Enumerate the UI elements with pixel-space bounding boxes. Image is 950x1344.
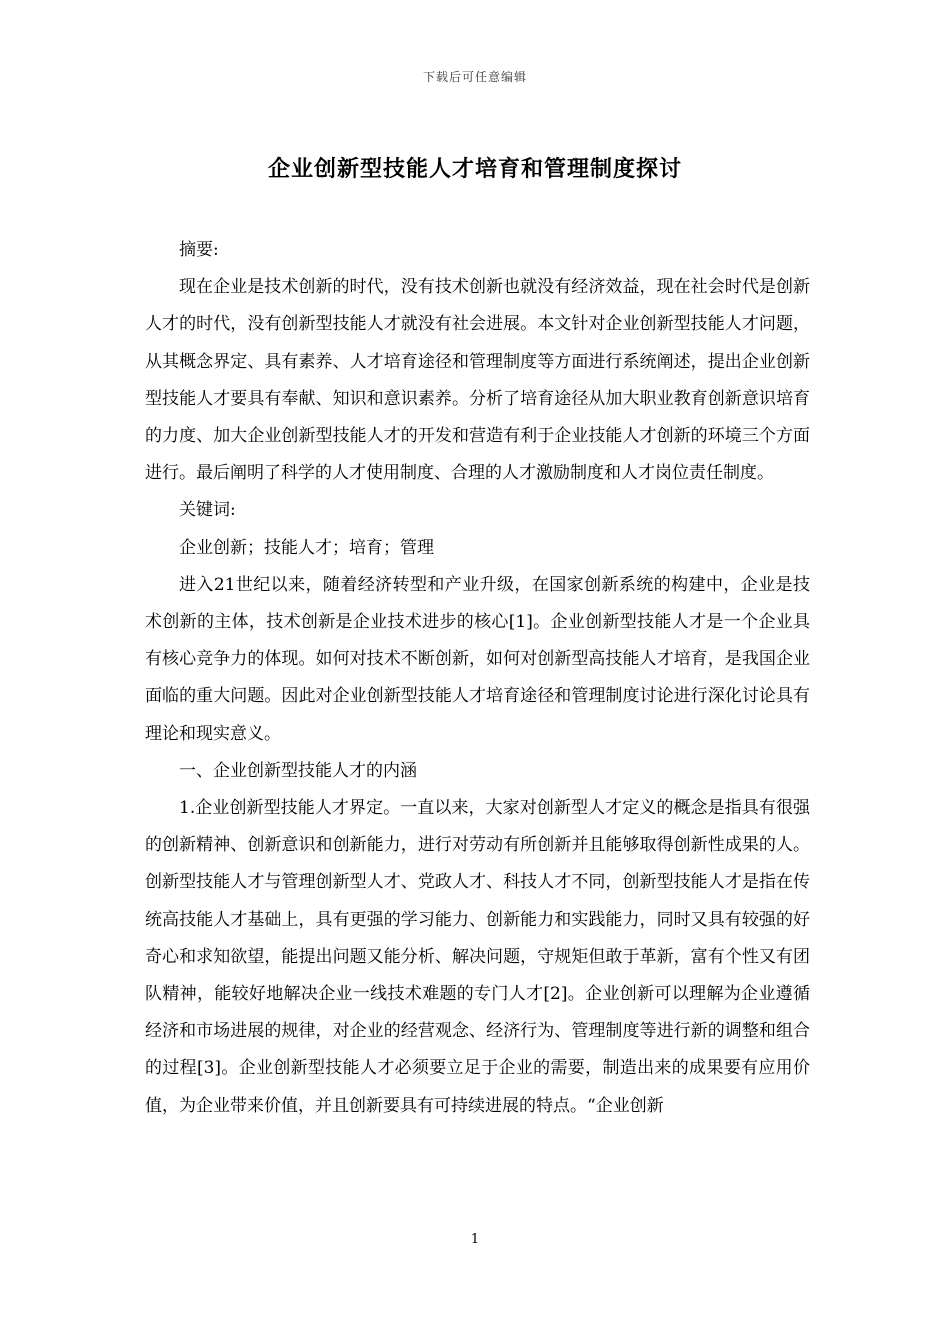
document-body [145, 232, 810, 1125]
section-heading: 一、企业创新型技能人才的内涵 [179, 760, 417, 781]
page-number: 1 [470, 1232, 480, 1247]
abstract-text: 现在企业是技术创新的时代，没有技术创新也就没有经济效益，现在社会时代是创新人才的时代，没有创新型技能人才就没有社会进展。本文针对企业创新型技能人才问题，从其概念界定、具有素养、人才培育途径和管理制度等方面进行系统阐述，提出企业创新型技能人才要具有奉献、知识和意识素养。分析了培育途径从加大职业教育创新意识培育的力度、加大企业创新型技能人才的开发和营造有利于企业技能人才创新的环境三个方面进行。最后阐明了科学的人才使用制度、合理的人才激励制度和人才岗位责任制度。 [145, 277, 810, 484]
abstract-label: 摘要: [179, 240, 219, 260]
keywords-label: 关键词: [179, 500, 236, 521]
keywords-text: 企业创新；技能人才；培育；管理 [179, 537, 434, 558]
body-paragraph: 1.企业创新型技能人才界定。一直以来，大家对创新型人才定义的概念是指具有很强的创新精神、创新意识和创新能力，进行对劳动有所创新并且能够取得创新性成果的人。创新型技能人才与管理创新型人才、党政人才、科技人才不同，创新型技能人才是指在传统高技能人才基础上，具有更强的学习能力、创新能力和实践能力，同时又具有较强的好奇心和求知欲望，能提出问题又能分析、解决问题，守规矩但敢于革新，富有个性又有团队精神，能较好地解决企业一线技术难题的专门人才[2]。企业创新可以理解为企业遵循经济和市场进展的规律，对企业的经营观念、经济行为、管理制度等进行新的调整和组合的过程[3]。企业创新型技能人才必须要立足于企业的需要，制造出来的成果要有应用价值，为企业带来价值，并且创新要具有可持续进展的特点。“企业创新 [145, 798, 810, 1116]
document-title: 企业创新型技能人才培育和管理制度探讨 [267, 156, 682, 182]
page-header: 下载后可任意编辑 [422, 70, 527, 84]
intro-paragraph: 进入21世纪以来，随着经济转型和产业升级，在国家创新系统的构建中，企业是技术创新的主体，技术创新是企业技术进步的核心[1]。企业创新型技能人才是一个企业具有核心竞争力的体现。如何对技术不断创新，如何对创新型高技能人才培育，是我国企业面临的重大问题。因此对企业创新型技能人才培育途径和管理制度讨论进行深化讨论具有理论和现实意义。 [145, 574, 810, 744]
